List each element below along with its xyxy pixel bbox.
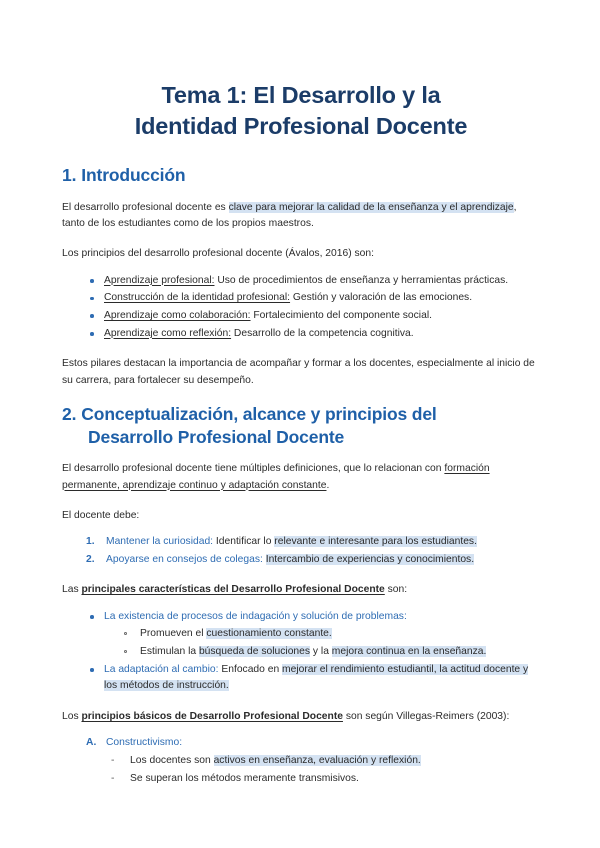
intro-plain-before: El desarrollo profesional docente es: [62, 201, 229, 213]
characteristic-term: La adaptación al cambio:: [104, 663, 219, 675]
document-content: [62, 80, 540, 788]
subitem-plain-before: Estimulan la: [140, 646, 199, 658]
list-item: [62, 662, 540, 695]
principle-term: Aprendizaje como reflexión:: [104, 327, 232, 339]
section-title-2-line-1: Conceptualización, alcance y principios del: [81, 403, 437, 424]
teacher-must-highlight: relevante e interesante para los estudiantes.: [274, 536, 477, 548]
principle-term: Aprendizaje como colaboración:: [104, 309, 251, 321]
section-1-closing-paragraph: Estos pilares destacan la importancia de acompañar y formar a los docentes, especialmente al inicio de su carrera, para fortalecer su desempeño.: [62, 358, 535, 386]
principle-description: Desarrollo de la competencia cognitiva.: [231, 327, 414, 339]
section-heading-2: [62, 403, 540, 449]
definition-paragraph: [62, 461, 540, 494]
principles-list: [62, 273, 540, 343]
principle-term: Construcción de la identidad profesional:: [104, 292, 291, 304]
characteristics-lead-after: son:: [384, 584, 408, 596]
characteristic-term: La existencia de procesos de indagación y solución de problemas:: [104, 610, 407, 622]
section-heading-1: [62, 164, 540, 187]
characteristic-subitems: [104, 626, 540, 660]
list-item: [104, 644, 540, 661]
subitem-plain-before: Promueven el: [140, 628, 207, 640]
title-line-2: Identidad Profesional Docente: [134, 113, 468, 140]
list-item: [62, 273, 540, 290]
basic-principle-subitems: [106, 753, 540, 787]
subitem-plain-before: Los docentes son: [130, 755, 214, 766]
subitem-highlight-2: mejora continua en la enseñanza.: [331, 646, 487, 658]
basic-principle-term: Constructivismo:: [106, 737, 183, 749]
definition-plain-before: El desarrollo profesional docente tiene múltiples definiciones, que lo relacionan con: [62, 463, 445, 475]
page-title: [62, 80, 540, 142]
list-item: [62, 326, 540, 343]
teacher-must-term: Mantener la curiosidad:: [106, 536, 214, 548]
intro-highlight: clave para mejorar la calidad de la enseñanza y el aprendizaje: [228, 201, 514, 213]
principles-lead: Los principios del desarrollo profesional docente (Ávalos, 2016) son:: [62, 248, 374, 260]
list-item: [62, 290, 540, 307]
section-title-1: Introducción: [81, 165, 186, 186]
subitem-highlight: activos en enseñanza, evaluación y reflexión.: [213, 755, 421, 766]
definition-plain-after: .: [326, 479, 330, 491]
definition-underlined: formación permanente, aprendizaje continuo y adaptación constante: [62, 463, 490, 491]
list-item: [106, 771, 540, 788]
basic-principles-lead-emphasis: principios básicos de Desarrollo Profesional Docente: [81, 711, 343, 723]
principle-description: Fortalecimiento del componente social.: [250, 309, 432, 321]
basic-principles-list: [62, 735, 540, 787]
list-item: [62, 308, 540, 325]
teacher-must-term: Apoyarse en consejos de colegas:: [106, 553, 263, 565]
list-item: [62, 552, 540, 569]
subitem-highlight: cuestionamiento constante.: [206, 628, 332, 640]
characteristics-list: [62, 609, 540, 695]
teacher-must-lead: El docente debe:: [62, 509, 140, 521]
list-item: [62, 609, 540, 661]
characteristics-lead: [62, 582, 540, 598]
list-item: [104, 626, 540, 643]
characteristic-highlight: mejorar el rendimiento estudiantil, la actitud docente y los métodos de instrucción.: [104, 663, 529, 692]
basic-principles-lead: [62, 709, 540, 725]
intro-plain-after: , tanto de los estudiantes como de los propios maestros.: [62, 201, 517, 230]
teacher-must-list: [62, 534, 540, 568]
section-1-intro-paragraph: [62, 200, 540, 233]
subitem-highlight: búsqueda de soluciones: [198, 646, 311, 658]
principle-description: Uso de procedimientos de enseñanza y herramientas prácticas.: [214, 274, 509, 286]
basic-principles-lead-after: son según Villegas-Reimers (2003):: [342, 711, 510, 723]
title-line-1: Tema 1: El Desarrollo y la: [161, 82, 441, 108]
subitem-plain-before: Se superan los métodos meramente transmisivos.: [130, 772, 359, 784]
principle-term: Aprendizaje profesional:: [104, 274, 215, 286]
list-item: [62, 534, 540, 551]
subitem-plain-mid: y la: [310, 646, 332, 658]
characteristics-lead-before: Las: [62, 584, 82, 596]
section-title-2-line-2: Desarrollo Profesional Docente: [88, 426, 345, 447]
list-item: [62, 735, 540, 787]
basic-principles-lead-before: Los: [62, 711, 82, 723]
characteristics-lead-emphasis: principales características del Desarrollo Profesional Docente: [81, 584, 385, 596]
teacher-must-plain: Identificar lo: [213, 536, 275, 548]
characteristic-plain: Enfocado en: [218, 663, 283, 675]
teacher-must-highlight: Intercambio de experiencias y conocimientos.: [265, 553, 475, 565]
section-number-2: 2.: [62, 403, 77, 424]
list-item: [106, 753, 540, 770]
section-number-1: 1.: [62, 165, 77, 186]
principle-description: Gestión y valoración de las emociones.: [290, 292, 473, 304]
